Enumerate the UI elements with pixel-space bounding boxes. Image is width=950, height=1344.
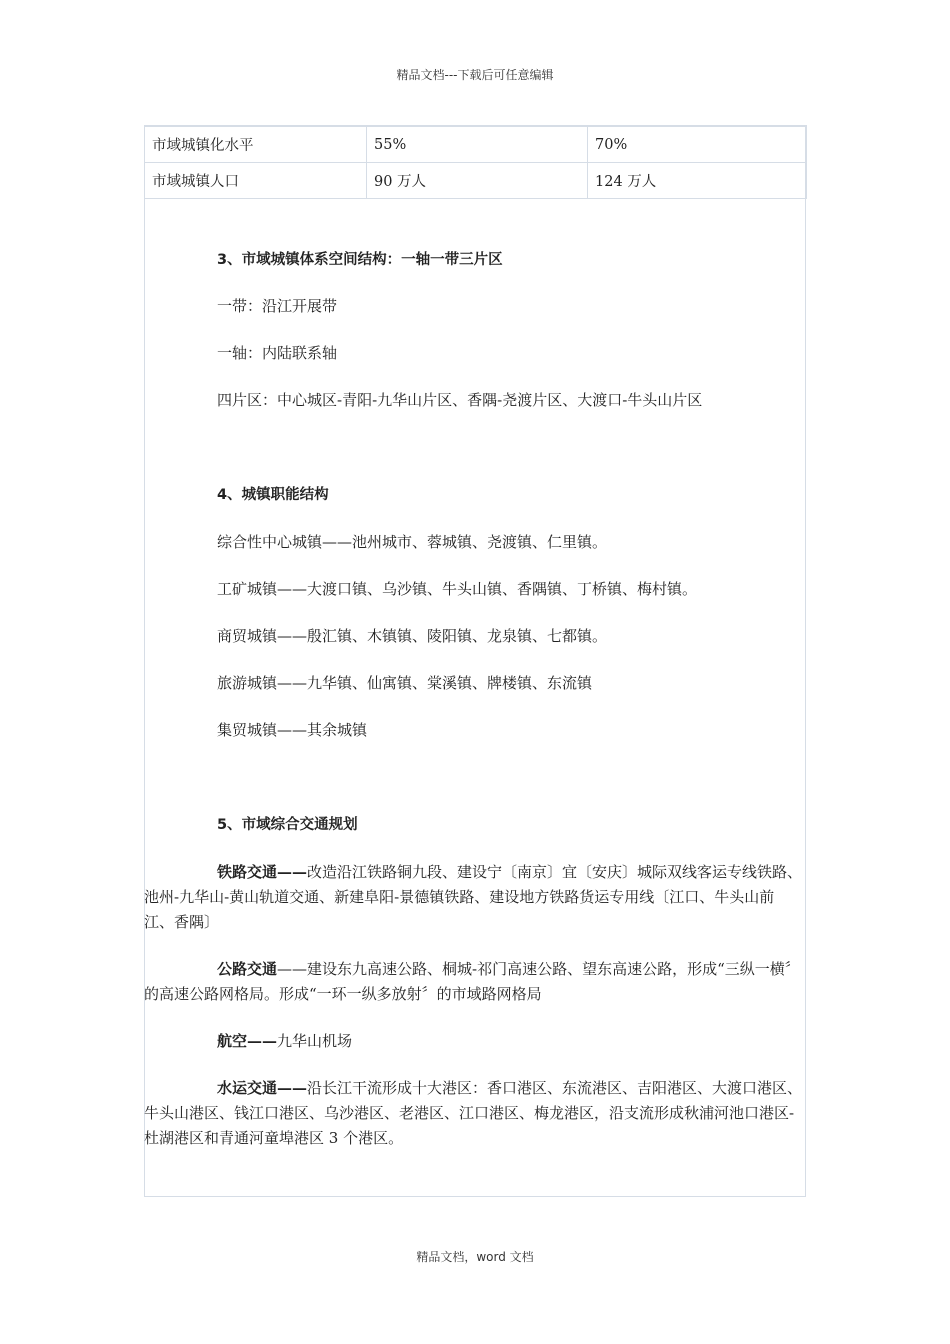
paragraph-rail: [144, 860, 804, 935]
stats-table: [144, 125, 807, 199]
list-item: 一带：沿江开展带: [217, 297, 338, 315]
paragraph-label: 铁路交通——: [217, 863, 308, 881]
list-item: 工矿城镇——大渡口镇、乌沙镇、牛头山镇、香隅镇、丁桥镇、梅村镇。: [217, 580, 698, 598]
section-heading: 4、城镇职能结构: [217, 487, 329, 503]
table-cell: 124 万人: [588, 163, 807, 199]
table-cell: 市域城镇化水平: [145, 126, 367, 163]
page-footer: 精品文档，word 文档: [416, 1250, 534, 1264]
paragraph-water: [144, 1076, 804, 1151]
table-row: [145, 126, 807, 163]
table-cell: 55%: [367, 126, 588, 163]
paragraph-label: 航空——: [217, 1032, 278, 1050]
paragraph-label: 水运交通——: [217, 1079, 308, 1097]
paragraph-text: 改造沿江铁路铜九段、建设宁〔南京〕宜〔安庆〕城际双线客运专线铁路、池州-九华山-黄山轨道交通、新建阜阳-景德镇铁路、建设地方铁路货运专用线〔江口、牛头山前江、香隅〕: [144, 863, 803, 931]
paragraph-road: [144, 957, 804, 1007]
paragraph-text: 沿长江干流形成十大港区：香口港区、东流港区、吉阳港区、大渡口港区、牛头山港区、钱江口港区、乌沙港区、老港区、江口港区、梅龙港区，沿支流形成秋浦河池口港区-杜湖港区和青通河童埠港区 3 个港区。: [144, 1079, 803, 1147]
list-item: 旅游城镇——九华镇、仙寓镇、棠溪镇、牌楼镇、东流镇: [217, 674, 593, 692]
list-item: 商贸城镇——殷汇镇、木镇镇、陵阳镇、龙泉镇、七都镇。: [217, 627, 608, 645]
list-item: 四片区：中心城区-青阳-九华山片区、香隅-尧渡片区、大渡口-牛头山片区: [217, 391, 703, 409]
table-cell: 70%: [588, 126, 807, 163]
paragraph-text: 九华山机场: [277, 1032, 353, 1050]
list-item: 一轴：内陆联系轴: [217, 344, 338, 362]
paragraph-air: [144, 1029, 804, 1054]
section-heading: 5、市域综合交通规划: [217, 817, 358, 833]
table-cell: 90 万人: [367, 163, 588, 199]
section-heading: 3、市域城镇体系空间结构：一轴一带三片区: [217, 252, 503, 268]
paragraph-text: ——建设东九高速公路、桐城-祁门高速公路、望东高速公路，形成“三纵一横〞的高速公路网格局。形成“一环一纵多放射〞的市域路网格局: [144, 960, 800, 1003]
table-row: [145, 163, 807, 199]
paragraph-label: 公路交通: [217, 960, 278, 978]
table-cell: 市域城镇人口: [145, 163, 367, 199]
list-item: 综合性中心城镇——池州城市、蓉城镇、尧渡镇、仁里镇。: [217, 533, 608, 551]
list-item: 集贸城镇——其余城镇: [217, 721, 368, 739]
page-header: 精品文档---下载后可任意编辑: [396, 68, 554, 82]
